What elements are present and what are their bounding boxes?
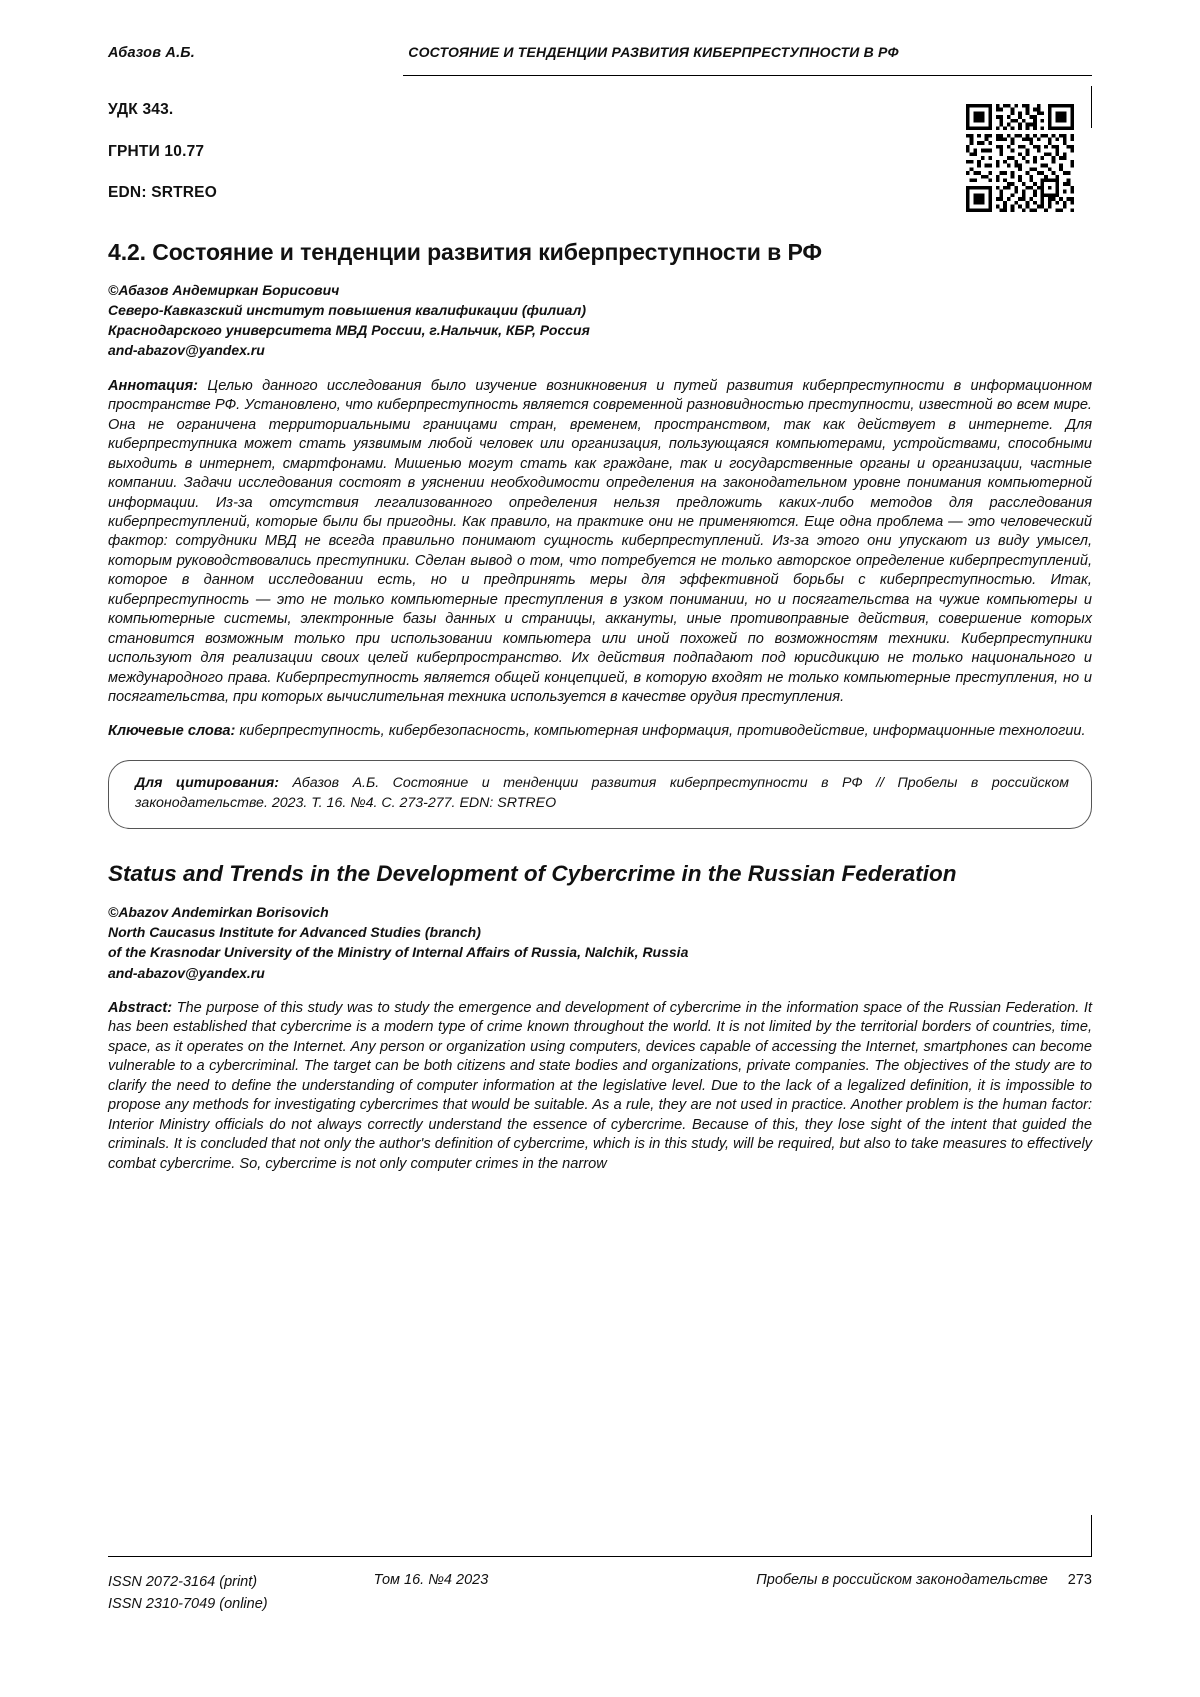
udk-code: УДК 343. xyxy=(108,101,174,118)
author-block-en xyxy=(108,902,1092,983)
running-head-title: СОСТОЯНИЕ И ТЕНДЕНЦИИ РАЗВИТИЯ КИБЕРПРЕСТУПНОСТИ В РФ xyxy=(408,44,899,60)
codes-and-qr xyxy=(108,102,1092,227)
affiliation-line-1-en: North Caucasus Institute for Advanced Studies (branch) xyxy=(108,924,481,941)
author-name-en: ©Abazov Andemirkan Borisovich xyxy=(108,903,329,920)
keywords-label-ru: Ключевые слова: xyxy=(108,723,236,740)
edn-code: EDN: SRTREO xyxy=(108,184,217,201)
footer-right xyxy=(756,1572,1092,1588)
qr-code-icon xyxy=(966,104,1074,212)
abstract-text-ru: Целью данного исследования было изучение возникновения и путей развития киберпреступности в информационном пространстве РФ. Установлено, что киберпреступность является современной разновидностью преступности, известной во всем мире. Она не ограничена территориальными границами стран, временем, пространством, так как действует в интернете. Для киберпреступника может стать уязвимым любой человек или организация, пользующаяся компьютерами, устройствами, способными выходить в интернет, смартфонами. Мишенью могут стать как граждане, так и государственные органы и организации, частные компании. Задачи исследования состоят в уяснении необходимости определения на законодательном уровне понимания компьютерной информации. Из-за отсутствия легализованного определения нельзя предложить каких-либо методов для расследования киберпреступлений, которые были бы пригодны. Как правило, на практике они не применяются. Еще одна проблема — это человеческий фактор: сотрудники МВД не всегда правильно понимают сущность киберпреступлений. Из-за этого они упускают из виду умысел, которым руководствовались преступники. Сделан вывод о том, что потребуется не только авторское определение киберпреступлений, которое в данном исследовании есть, но и предпринять меры для эффективной борьбы с киберпреступностью. Итак, киберпреступность — это не только компьютерные преступления в узком понимании, но и посягательства на чужие компьютеры и компьютерные системы, электронные базы данных и страницы, аккануты, иные противоправные действия, совершение которых становится возможным только при использовании компьютера или иной похожей по возможностям техники. Киберпреступники используют для реализации своих целей киберпространство. Их действия подпадают под юрисдикцию не только национального и международного права. Киберпреступность является общей концепцией, в которую входят не только компьютерные преступления, но и посягательства, при которых вычислительная техника используется в качестве орудия преступления. xyxy=(108,377,1092,706)
keywords-text-ru: киберпреступность, кибербезопасность, компьютерная информация, противодействие, информационные технологии. xyxy=(235,723,1086,740)
journal-name: Пробелы в российском законодательстве xyxy=(756,1572,1048,1588)
volume-info: Том 16. №4 2023 xyxy=(373,1572,489,1588)
header-divider-tick xyxy=(1091,86,1092,128)
abstract-ru xyxy=(108,377,1092,708)
affiliation-line-1-ru: Северо-Кавказский институт повышения квалификации (филиал) xyxy=(108,301,587,318)
issn-online: ISSN 2310-7049 (online) xyxy=(108,1595,268,1612)
citation-label: Для цитирования: xyxy=(135,774,279,791)
footer-divider-tick xyxy=(1091,1515,1092,1557)
keywords-ru xyxy=(108,722,1092,742)
citation-box xyxy=(108,760,1092,829)
affiliation-line-2-ru: Краснодарского университета МВД России, г.Нальчик, КБР, Россия xyxy=(108,322,590,339)
abstract-en xyxy=(108,999,1092,1174)
citation-text: Абазов А.Б. Состояние и тенденции развития киберпреступности в РФ // Пробелы в российском законодательстве. 2023. Т. 16. №4. С. 273-277. EDN: SRTREO xyxy=(135,774,1069,811)
classification-codes xyxy=(108,102,217,227)
abstract-label-en: Abstract: xyxy=(108,999,173,1016)
abstract-text-en: The purpose of this study was to study the emergence and development of cybercrime in the information space of the Russian Federation. It has been established that cybercrime is a modern type of crime known throughout the world. It is not limited by the territorial borders of countries, time, space, as it operates on the Internet. Any person or organization using computers, devices capable of accessing the Internet, smartphones can become vulnerable to a cybercriminal. The target can be both citizens and state bodies and organizations, private companies. The objectives of the study are to clarify the need to define the understanding of computer information at the legislative level. Due to the lack of a legalized definition, it is impossible to propose any methods for investigating cybercrimes that would be suitable. As a rule, they are not used in practice. Another problem is the human factor: Interior Ministry officials do not always correctly understand the essence of cybercrime. Because of this, they lose sight of the intent that guided the criminals. It is concluded that not only the author's definition of cybercrime, which is in this study, will be required, but also to take measures to effectively combat cybercrime. So, cybercrime is not only computer crimes in the narrow xyxy=(108,999,1092,1172)
author-email-en[interactable]: and-abazov@yandex.ru xyxy=(108,964,265,981)
grnti-code: ГРНТИ 10.77 xyxy=(108,142,205,160)
abstract-label-ru: Аннотация: xyxy=(108,377,198,394)
page-footer xyxy=(108,1572,1092,1616)
affiliation-line-2-en: of the Krasnodar University of the Ministry of Internal Affairs of Russia, Nalchik, Russia xyxy=(108,944,689,961)
header-divider xyxy=(403,75,1092,76)
author-email-ru[interactable]: and-abazov@yandex.ru xyxy=(108,342,265,359)
footer-divider xyxy=(108,1556,1092,1557)
page-title-ru: 4.2. Состояние и тенденции развития киберпреступности в РФ xyxy=(108,238,822,265)
page-number: 273 xyxy=(1067,1572,1092,1588)
author-block-ru xyxy=(108,280,1092,361)
qr-code-wrap xyxy=(966,104,1074,212)
author-name-ru: ©Абазов Андемиркан Борисович xyxy=(108,281,340,298)
running-head-author: Абазов А.Б. xyxy=(108,45,195,61)
issn-print: ISSN 2072-3164 (print) xyxy=(108,1574,258,1590)
page-title-en: Status and Trends in the Development of Cybercrime in the Russian Federation xyxy=(108,860,957,886)
issn-block xyxy=(108,1572,268,1616)
running-head xyxy=(108,44,1092,61)
